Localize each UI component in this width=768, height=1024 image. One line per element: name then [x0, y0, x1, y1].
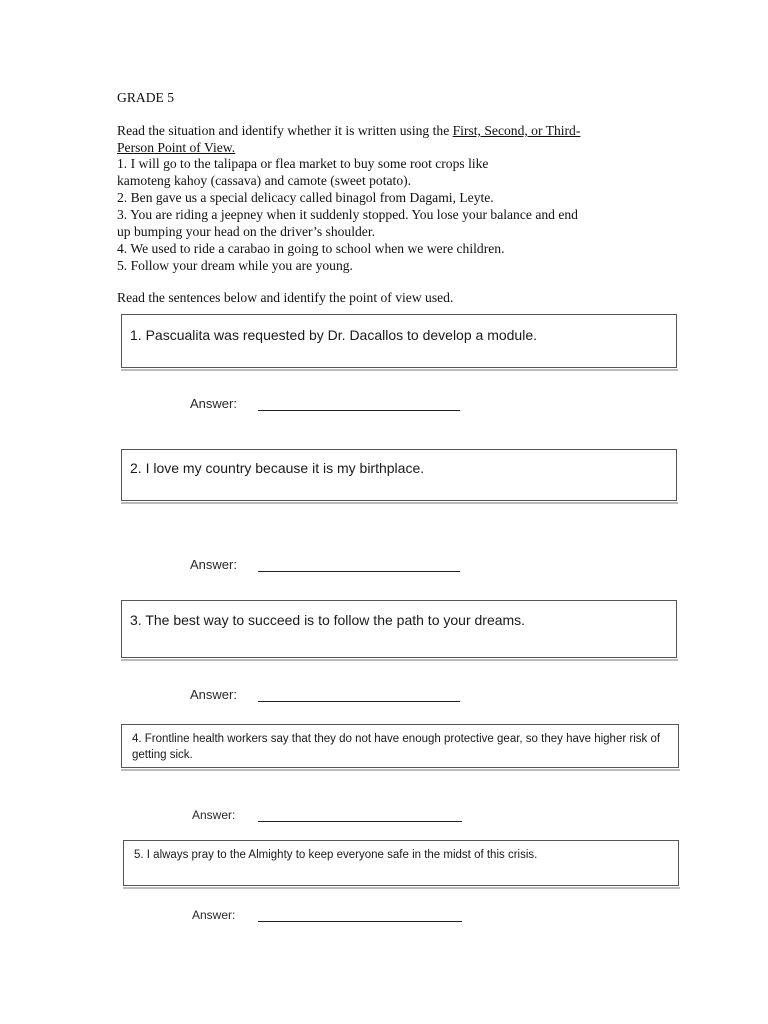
answer-row-4: [192, 808, 235, 822]
question-text-5: 5. I always pray to the Almighty to keep everyone safe in the midst of this crisis.: [134, 849, 538, 861]
grade-heading: GRADE 5: [117, 90, 175, 105]
question-box-5: [123, 840, 679, 886]
question-box-2: [121, 449, 677, 501]
situation-list: [117, 155, 677, 274]
intro-underlined-2: Person Point of View.: [117, 140, 236, 155]
list-item: up bumping your head on the driver’s shoulder.: [117, 224, 375, 239]
list-item: 1. I will go to the talipapa or flea market to buy some root crops like: [117, 156, 489, 171]
list-item: 5. Follow your dream while you are young.: [117, 258, 353, 273]
second-instruction: Read the sentences below and identify the point of view used.: [117, 290, 454, 305]
answer-label-2: Answer:: [190, 557, 237, 572]
answer-row-5: [192, 908, 235, 922]
question-box-4: [121, 724, 679, 768]
answer-row-1: [190, 396, 237, 411]
answer-row-3: [190, 687, 237, 702]
question-box-3: [121, 600, 677, 658]
question-text-1: 1. Pascualita was requested by Dr. Dacallos to develop a module.: [130, 327, 538, 343]
answer-row-2: [190, 557, 237, 572]
list-item: 3. You are riding a jeepney when it suddenly stopped. You lose your balance and end: [117, 207, 578, 222]
list-item: 4. We used to ride a carabao in going to school when we were children.: [117, 241, 505, 256]
intro-instruction: [117, 122, 677, 156]
list-item: 2. Ben gave us a special delicacy called binagol from Dagami, Leyte.: [117, 190, 494, 205]
list-item: kamoteng kahoy (cassava) and camote (sweet potato).: [117, 173, 412, 188]
question-text-3: 3. The best way to succeed is to follow the path to your dreams.: [130, 612, 526, 628]
question-text-2: 2. I love my country because it is my birthplace.: [130, 460, 425, 476]
intro-text: Read the situation and identify whether it is written using the: [117, 123, 453, 138]
question-text-4: 4. Frontline health workers say that they do not have enough protective gear, so they have higher risk of getting sick.: [132, 733, 661, 761]
question-box-1: [121, 314, 677, 368]
answer-label-3: Answer:: [190, 687, 237, 702]
answer-label-4: Answer:: [192, 808, 236, 822]
intro-underlined-1: First, Second, or Third-: [452, 123, 581, 138]
answer-label-1: Answer:: [190, 396, 237, 411]
answer-label-5: Answer:: [192, 908, 236, 922]
